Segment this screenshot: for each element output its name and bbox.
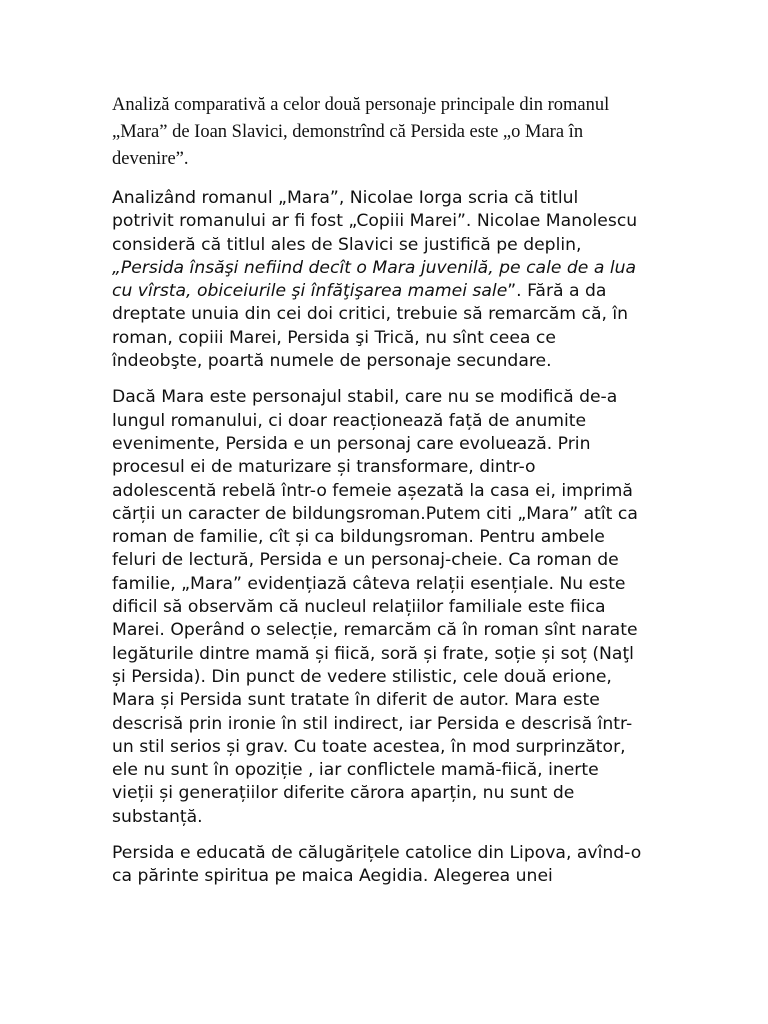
title-line: Analiză comparativă a celor două personaje principale din romanul <box>112 95 610 115</box>
text-line <box>112 257 672 280</box>
text-line: evenimente, Persida e un personaj care evoluează. Prin <box>112 433 591 454</box>
text-line: Marei. Operând o selecție, remarcăm că în roman sînt narate <box>112 620 638 641</box>
text-line: substanță. <box>112 806 203 827</box>
text-fragment: ”. Fără a da <box>507 281 607 302</box>
text-line: descrisă prin ironie în stil indirect, iar Persida e descrisă într- <box>112 713 633 734</box>
text-line <box>112 280 672 303</box>
text-line: și Persida). Din punct de vedere stilistic, cele două erione, <box>112 666 612 687</box>
text-line: potrivit romanului ar fi fost „Copiii Marei”. Nicolae Manolescu <box>112 211 638 232</box>
text-line: consideră că titlul ales de Slavici se justifică pe deplin, <box>112 234 582 255</box>
text-line: lungul romanului, ci doar reacționează față de anumite <box>112 410 587 431</box>
paragraph-2 <box>112 386 672 829</box>
text-line: feluri de lectură, Persida e un personaj-cheie. Ca roman de <box>112 550 619 571</box>
text-line: dificil să observăm că nucleul relațiilor familiale este fiica <box>112 597 606 618</box>
text-line: îndeobşte, poartă numele de personaje secundare. <box>112 351 552 372</box>
text-line: Analizând romanul „Mara”, Nicolae Iorga scria că titlul <box>112 188 579 208</box>
text-line: Dacă Mara este personajul stabil, care nu se modifică de-a <box>112 387 618 408</box>
title-line: devenire”. <box>112 149 189 169</box>
title-line: „Mara” de Ioan Slavici, demonstrînd că Persida este „o Mara în <box>112 122 584 142</box>
quote-italic: cu vîrsta, obiceiurile şi înfăţişarea mamei sale <box>112 281 508 302</box>
text-line: Persida e educată de călugărițele catolice din Lipova, avînd-o <box>112 843 642 864</box>
text-line: Mara și Persida sunt tratate în diferit de autor. Mara este <box>112 690 600 711</box>
text-line: ele nu sunt în opoziție , iar conflictele mamă-fiică, inerte <box>112 760 599 781</box>
text-line: un stil serios și grav. Cu toate acestea, în mod surprinzător, <box>112 736 626 757</box>
text-line: roman, copiii Marei, Persida şi Trică, nu sînt ceea ce <box>112 327 556 348</box>
paragraph-3 <box>112 842 672 889</box>
text-line: procesul ei de maturizare și transformare, dintr-o <box>112 457 536 478</box>
text-line: roman de familie, cît și ca bildungsroman. Pentru ambele <box>112 527 605 548</box>
paragraph-1 <box>112 187 672 373</box>
text-line: ca părinte spiritua pe maica Aegidia. Alegerea unei <box>112 866 553 887</box>
text-line: vieții și generațiilor diferite cărora aparțin, nu sunt de <box>112 783 575 804</box>
quote-italic: „Persida însăşi nefiind decît o Mara juvenilă, pe cale de a lua <box>112 257 637 278</box>
text-line: familie, „Mara” evidențiază câteva relații esențiale. Nu este <box>112 573 626 594</box>
document-body <box>112 92 672 902</box>
text-line: cărții un caracter de bildungsroman.Putem citi „Mara” atît ca <box>112 503 638 524</box>
document-title <box>112 92 672 173</box>
text-line: adolescentă rebelă într-o femeie așezată la casa ei, imprimă <box>112 480 633 501</box>
text-line: dreptate unuia din cei doi critici, trebuie să remarcăm că, în <box>112 304 629 325</box>
text-line: legăturile dintre mamă și fiică, soră și frate, soție și soț (Naţl <box>112 643 634 664</box>
